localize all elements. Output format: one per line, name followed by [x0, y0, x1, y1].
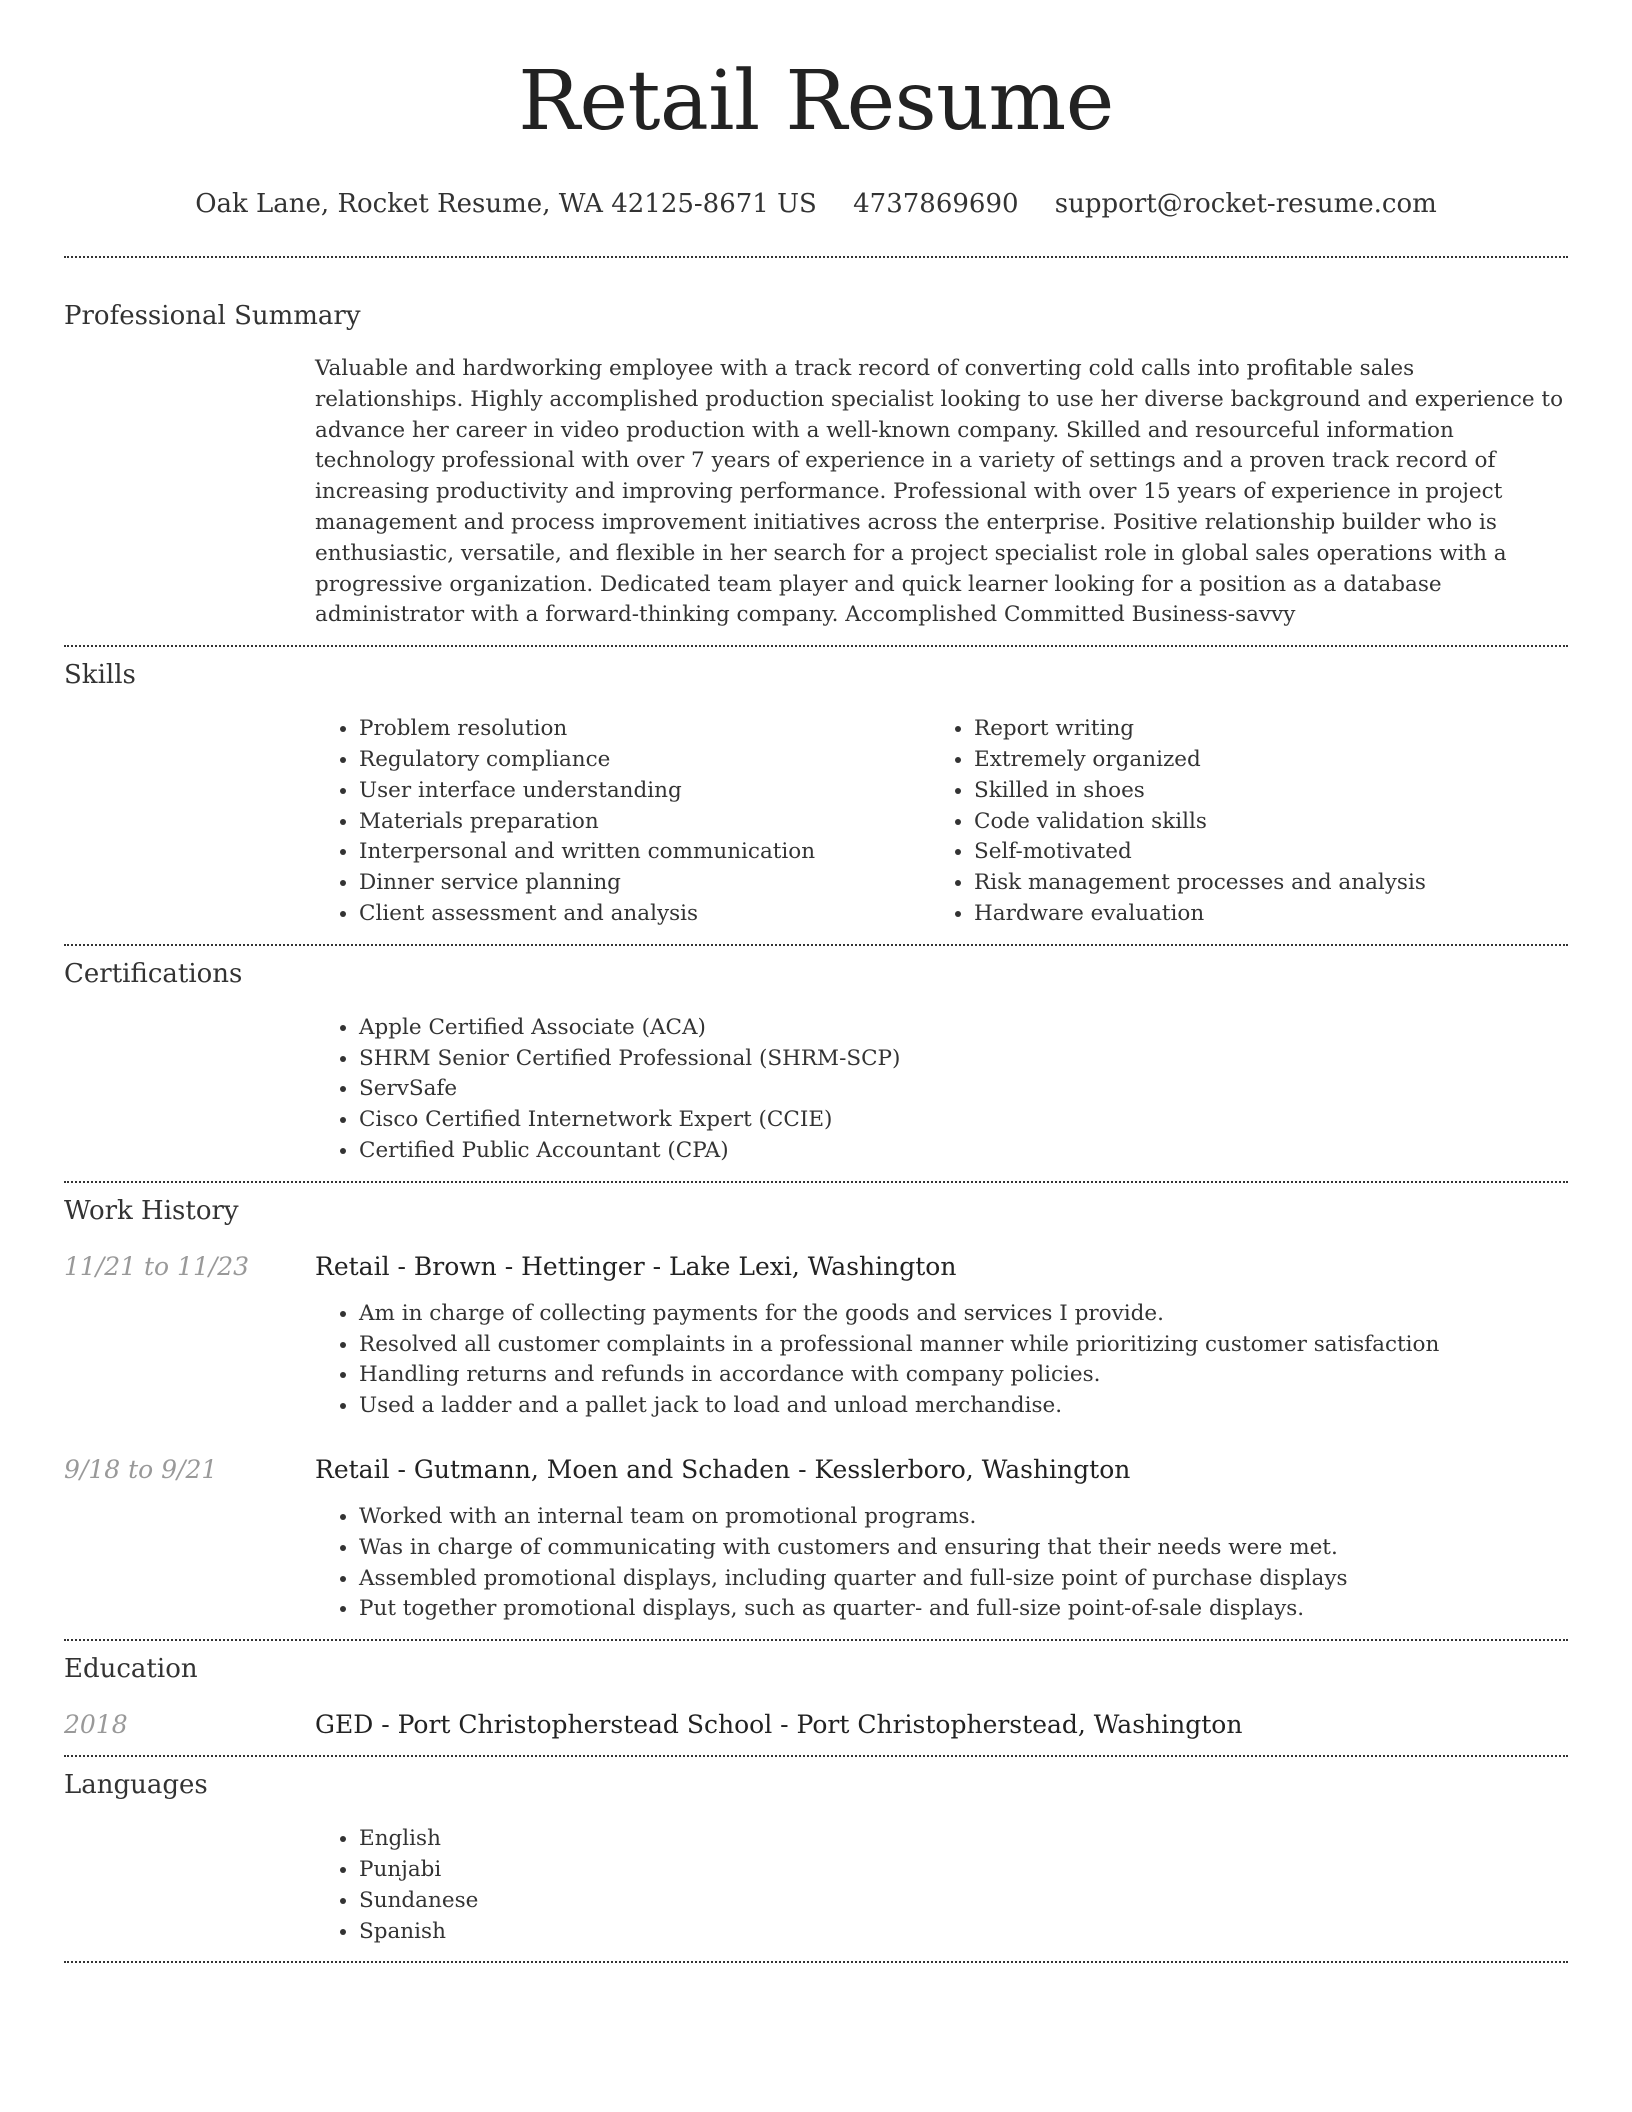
languages-heading: Languages — [64, 1770, 208, 1801]
skill-item: • Materials preparation — [359, 807, 930, 838]
summary-section — [64, 300, 1568, 645]
job-bullet: • Handling returns and refunds in accordance with company policies. — [359, 1360, 1568, 1391]
skills-columns — [315, 714, 1568, 944]
job-dates: 11/21 to 11/23 — [64, 1251, 250, 1281]
certification-item: • ServSafe — [359, 1074, 1568, 1105]
languages-section — [64, 1769, 1568, 1961]
job-heading: Retail - Gutmann, Moen and Schaden - Kesslerboro, Washington — [315, 1454, 1131, 1484]
skill-item: • Hardware evaluation — [974, 899, 1545, 930]
contact-address: Oak Lane, Rocket Resume, WA 42125-8671 US — [195, 189, 817, 219]
certification-item: • SHRM Senior Certified Professional (SHRM-SCP) — [359, 1044, 1568, 1075]
job-dates: 9/18 to 9/21 — [64, 1454, 218, 1484]
job-heading: Retail - Brown - Hettinger - Lake Lexi, Washington — [315, 1251, 957, 1281]
job-bullet: • Am in charge of collecting payments for the goods and services I provide. — [359, 1299, 1568, 1330]
job-bullet: • Assembled promotional displays, including quarter and full-size point of purchase displays — [359, 1564, 1568, 1595]
education-date: 2018 — [64, 1710, 128, 1740]
certification-item: • Apple Certified Associate (ACA) — [359, 1013, 1568, 1044]
skills-section — [64, 659, 1568, 944]
certifications-list — [315, 1013, 1568, 1181]
divider — [64, 1961, 1568, 1963]
skill-item: • Extremely organized — [974, 745, 1545, 776]
skill-item: • Report writing — [974, 714, 1545, 745]
contact-email: support@rocket-resume.com — [1054, 189, 1437, 219]
languages-list — [315, 1824, 1568, 1961]
language-item: • English — [359, 1824, 1568, 1855]
skill-item: • Dinner service planning — [359, 868, 930, 899]
job-header — [64, 1454, 1568, 1486]
job-entry — [64, 1454, 1568, 1639]
skill-item: • Self-motivated — [974, 837, 1545, 868]
job-header — [64, 1251, 1568, 1283]
work-history-heading: Work History — [64, 1195, 239, 1226]
job-bullet: • Worked with an internal team on promotional programs. — [359, 1502, 1568, 1533]
divider — [64, 1639, 1568, 1641]
resume-title: Retail Resume — [518, 54, 1114, 149]
contact-phone: 4737869690 — [853, 189, 1019, 219]
certification-item: • Certified Public Accountant (CPA) — [359, 1136, 1568, 1167]
summary-heading: Professional Summary — [64, 301, 361, 331]
language-item: • Spanish — [359, 1917, 1568, 1948]
certifications-section — [64, 958, 1568, 1181]
work-history-section — [64, 1195, 1568, 1639]
skill-item: • Client assessment and analysis — [359, 899, 930, 930]
divider — [64, 256, 1568, 258]
divider — [64, 1755, 1568, 1757]
skills-column-left — [315, 714, 930, 930]
language-item: • Sundanese — [359, 1886, 1568, 1917]
skill-item: • Risk management processes and analysis — [974, 868, 1545, 899]
summary-text: Valuable and hardworking employee with a track record of converting cold calls into profitable sales relationships. Highly accomplished production specialist looking to use her diverse background and experience to advance her career in video production with a well-known company. Skilled and resourceful information technology professional with over 7 years of experience in a variety of settings and a proven track record of increasing productivity and improving performance. Professional with over 15 years of experience in project management and process improvement initiatives across the enterprise. Positive relationship builder who is enthusiastic, versatile, and flexible in her search for a project specialist role in global sales operations with a progressive organization. Dedicated team player and quick learner looking for a position as a database administrator with a forward-thinking company. Accomplished Committed Business-savvy — [315, 356, 1564, 628]
job-bullets — [315, 1502, 1568, 1625]
skills-heading: Skills — [64, 660, 136, 691]
job-bullet: • Put together promotional displays, such as quarter- and full-size point-of-sale displays. — [359, 1594, 1568, 1625]
education-section — [64, 1653, 1568, 1755]
job-bullet: • Resolved all customer complaints in a professional manner while prioritizing customer satisfaction — [359, 1330, 1568, 1361]
skill-item: • Problem resolution — [359, 714, 930, 745]
job-entry — [64, 1251, 1568, 1422]
skills-column-right — [930, 714, 1545, 930]
skill-item: • Regulatory compliance — [359, 745, 930, 776]
skill-item: • Skilled in shoes — [974, 776, 1545, 807]
divider — [64, 645, 1568, 647]
job-bullet: • Was in charge of communicating with customers and ensuring that their needs were met. — [359, 1533, 1568, 1564]
skill-item: • Code validation skills — [974, 807, 1545, 838]
job-bullet: • Used a ladder and a pallet jack to load and unload merchandise. — [359, 1391, 1568, 1422]
job-bullets — [315, 1299, 1568, 1422]
education-heading-line: GED - Port Christopherstead School - Port Christopherstead, Washington — [315, 1710, 1243, 1740]
skill-item: • User interface understanding — [359, 776, 930, 807]
education-heading: Education — [64, 1654, 198, 1685]
certifications-heading: Certifications — [64, 958, 243, 989]
resume-page — [64, 0, 1568, 1963]
skill-item: • Interpersonal and written communication — [359, 837, 930, 868]
divider — [64, 1181, 1568, 1183]
divider — [64, 944, 1568, 946]
education-entry — [64, 1709, 1568, 1755]
language-item: • Punjabi — [359, 1855, 1568, 1886]
certification-item: • Cisco Certified Internetwork Expert (CCIE) — [359, 1105, 1568, 1136]
contact-line — [64, 188, 1568, 220]
